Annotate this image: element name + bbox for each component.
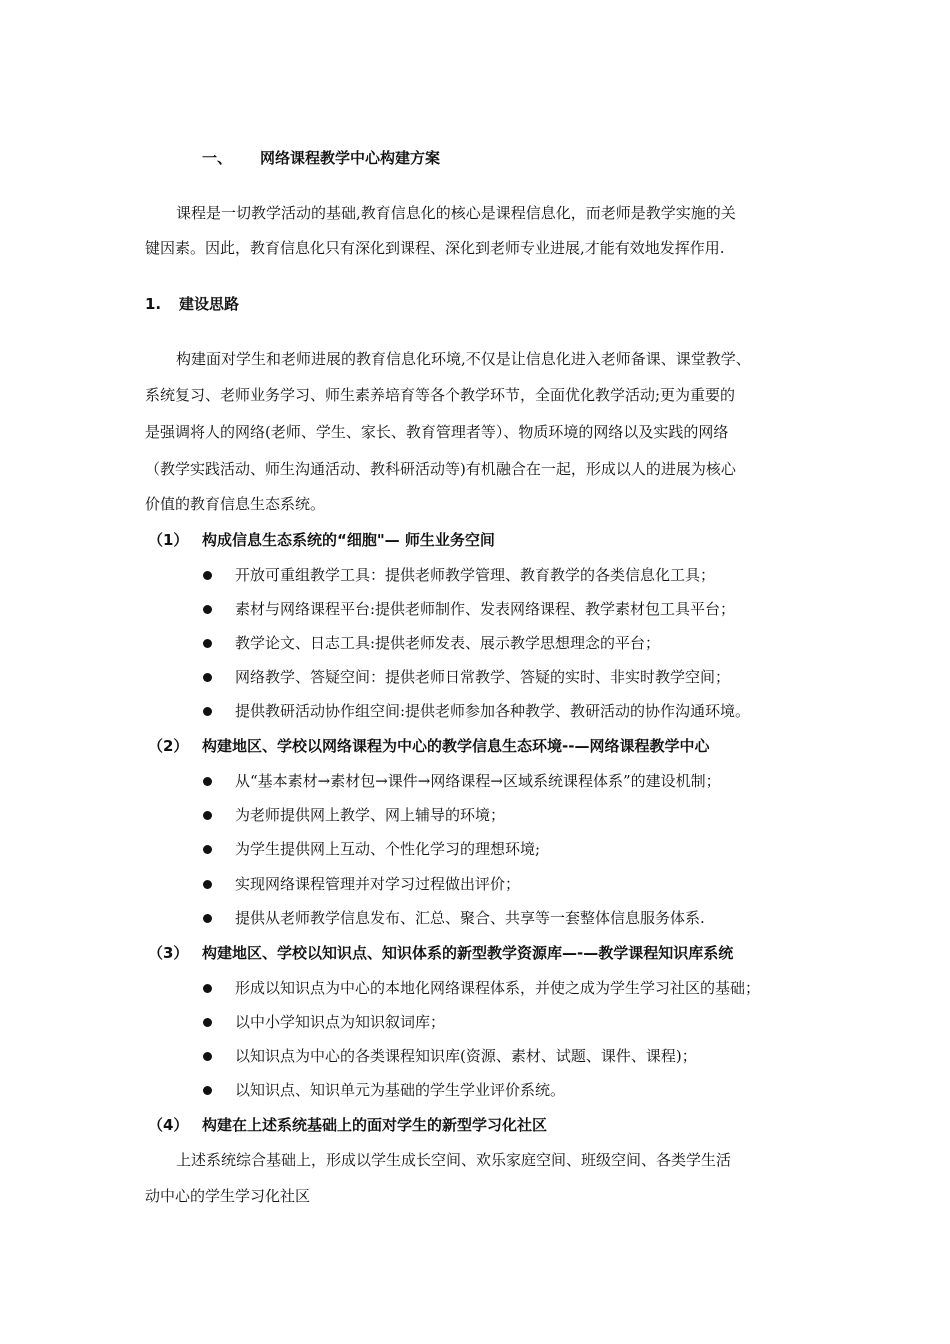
item-title: 构建在上述系统基础上的面对学生的新型学习化社区 — [202, 1116, 548, 1134]
bullet-dot — [203, 984, 212, 993]
bullet-item: 实现网络课程管理并对学习过程做出评价； — [235, 875, 521, 893]
bullet-dot — [203, 1018, 212, 1027]
bullet-dot — [203, 914, 212, 923]
bullet-item: 开放可重组教学工具：提供老师教学管理、教育教学的各类信息化工具； — [235, 566, 716, 584]
section-paragraph-line-4: （教学实践活动、师生沟通活动、教科研活动等)有机融合在一起，形成以人的进展为核心 — [145, 460, 736, 478]
main-heading-number: 一、 — [202, 149, 233, 167]
item-heading — [148, 736, 709, 756]
section-heading — [145, 294, 239, 314]
main-heading — [202, 148, 440, 168]
bullet-dot — [203, 707, 212, 716]
bullet-dot — [203, 571, 212, 580]
bullet-dot — [203, 1052, 212, 1061]
item-title: 构建地区、学校以知识点、知识体系的新型教学资源库—-—教学课程知识库系统 — [202, 944, 734, 962]
closing-line-1: 上述系统综合基础上，形成以学生成长空间、欢乐家庭空间、班级空间、各类学生活 — [176, 1151, 732, 1169]
bullet-item: 为学生提供网上互动、个性化学习的理想环境; — [235, 840, 541, 858]
bullet-dot — [203, 880, 212, 889]
bullet-item: 教学论文、日志工具:提供老师发表、展示教学思想理念的平台； — [235, 634, 661, 652]
item-heading — [148, 1115, 547, 1135]
bullet-dot — [203, 639, 212, 648]
bullet-item: 网络教学、答疑空间：提供老师日常教学、答疑的实时、非实时教学空间； — [235, 668, 731, 686]
section-paragraph-line-1: 构建面对学生和老师进展的教育信息化环境,不仅是让信息化进入老师备课、课堂教学、 — [176, 350, 751, 368]
bullet-dot — [203, 1086, 212, 1095]
bullet-item: 以知识点、知识单元为基础的学生学业评价系统。 — [235, 1081, 566, 1099]
section-paragraph-line-5: 价值的教育信息生态系统。 — [145, 495, 326, 513]
section-paragraph-line-2: 系统复习、老师业务学习、师生素养培育等各个教学环节，全面优化教学活动;更为重要的 — [145, 386, 736, 404]
item-title: 构建地区、学校以网络课程为中心的教学信息生态环境--—网络课程教学中心 — [202, 737, 710, 755]
intro-line-1: 课程是一切教学活动的基础,教育信息化的核心是课程信息化，而老师是教学实施的关 — [176, 204, 736, 222]
bullet-dot — [203, 811, 212, 820]
bullet-item: 素材与网络课程平台:提供老师制作、发表网络课程、教学素材包工具平台； — [235, 600, 736, 618]
section-number: 1. — [145, 295, 162, 313]
item-number: （1） — [148, 531, 189, 549]
bullet-item: 以中小学知识点为知识叙词库； — [235, 1013, 446, 1031]
intro-line-2: 键因素。因此，教育信息化只有深化到课程、深化到老师专业进展,才能有效地发挥作用. — [145, 239, 725, 257]
bullet-dot — [203, 777, 212, 786]
item-title: 构成信息生态系统的“细胞"— 师生业务空间 — [202, 531, 495, 549]
bullet-item: 从“基本素材→素材包→课件→网络课程→区域系统课程体系”的建设机制； — [235, 772, 721, 790]
bullet-item: 提供从老师教学信息发布、汇总、聚合、共享等一套整体信息服务体系. — [235, 909, 705, 927]
item-number: （3） — [148, 944, 189, 962]
bullet-item: 形成以知识点为中心的本地化网络课程体系，并使之成为学生学习社区的基础； — [235, 979, 761, 997]
bullet-item: 为老师提供网上教学、网上辅导的环境； — [235, 806, 506, 824]
section-paragraph-line-3: 是强调将人的网络(老师、学生、家长、教育管理者等）、物质环境的网络以及实践的网络 — [145, 423, 729, 441]
bullet-dot — [203, 845, 212, 854]
bullet-item: 提供教研活动协作组空间:提供老师参加各种教学、教研活动的协作沟通环境。 — [235, 702, 751, 720]
item-heading — [148, 530, 495, 550]
bullet-dot — [203, 605, 212, 614]
section-title: 建设思路 — [179, 295, 240, 313]
closing-line-2: 动中心的学生学习化社区 — [145, 1187, 311, 1205]
item-number: （4） — [148, 1116, 189, 1134]
main-heading-title: 网络课程教学中心构建方案 — [260, 149, 441, 167]
bullet-dot — [203, 673, 212, 682]
item-number: （2） — [148, 737, 189, 755]
bullet-item: 以知识点为中心的各类课程知识库(资源、素材、试题、课件、课程)； — [235, 1047, 697, 1065]
item-heading — [148, 943, 733, 963]
